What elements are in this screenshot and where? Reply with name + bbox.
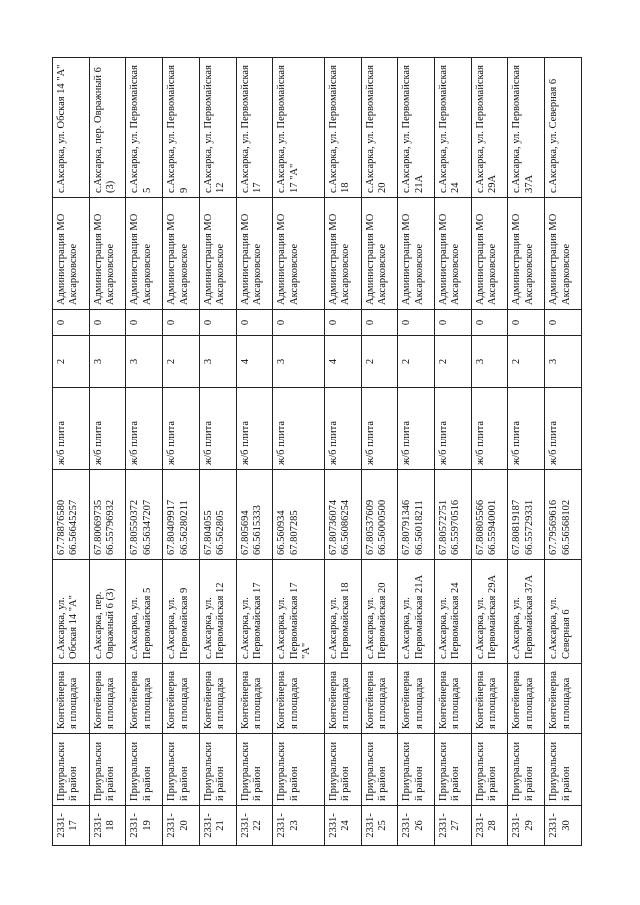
district-cell: Приуральский район	[273, 734, 325, 806]
site-type-cell: Контейнерная площадка	[324, 664, 361, 734]
extra-count-cell: 0	[508, 310, 545, 336]
table-row	[199, 58, 236, 846]
extra-count-cell: 0	[545, 310, 582, 336]
district-cell: Приуральский район	[236, 734, 273, 806]
container-count-cell: 3	[199, 336, 236, 388]
container-count-cell: 2	[434, 336, 471, 388]
address-cell: с.Аксарка, ул. Первомайская 20	[361, 560, 398, 664]
source-address-cell: с.Аксарка, ул. Первомайская 9	[163, 58, 200, 198]
extra-count-cell: 0	[361, 310, 398, 336]
row-id: 2331-27	[434, 806, 471, 846]
owner-cell: Администрация МО Аксарковское	[199, 198, 236, 310]
container-count-cell: 2	[361, 336, 398, 388]
site-type-cell: Контейнерная площадка	[163, 664, 200, 734]
coordinates-cell: 67.80736074 66.56086254	[324, 470, 361, 560]
owner-cell: Администрация МО Аксарковское	[471, 198, 508, 310]
site-type-cell: Контейнерная площадка	[53, 664, 90, 734]
source-address-cell: с.Аксарка, ул. Первомайская 17	[236, 58, 273, 198]
container-count-cell: 4	[236, 336, 273, 388]
cover-cell: ж/б плита	[508, 388, 545, 470]
extra-count-cell: 0	[273, 310, 325, 336]
district-cell: Приуральский район	[471, 734, 508, 806]
table-row	[508, 58, 545, 846]
owner-cell: Администрация МО Аксарковское	[273, 198, 325, 310]
district-cell: Приуральский район	[89, 734, 126, 806]
row-id: 2331-17	[53, 806, 90, 846]
source-address-cell: с.Аксарка, ул. Первомайская 18	[324, 58, 361, 198]
extra-count-cell: 0	[471, 310, 508, 336]
row-id: 2331-19	[126, 806, 163, 846]
address-cell: с.Аксарка, ул. Первомайская 24	[434, 560, 471, 664]
district-cell: Приуральский район	[53, 734, 90, 806]
source-address-cell: с.Аксарка, ул. Первомайская 21А	[398, 58, 435, 198]
address-cell: с.Аксарка, ул. Обская 14 "А"	[53, 560, 90, 664]
container-count-cell: 2	[398, 336, 435, 388]
address-cell: с.Аксарка, ул. Северная 6	[545, 560, 582, 664]
table-row	[361, 58, 398, 846]
source-address-cell: с.Аксарка, ул. Обская 14 "А"	[53, 58, 90, 198]
cover-cell: ж/б плита	[471, 388, 508, 470]
source-address-cell: с.Аксарка, ул. Северная 6	[545, 58, 582, 198]
source-address-cell: с.Аксарка, ул. Первомайская 17 "А"	[273, 58, 325, 198]
source-address-cell: с.Аксарка, ул. Первомайская 24	[434, 58, 471, 198]
district-cell: Приуральский район	[126, 734, 163, 806]
site-type-cell: Контейнерная площадка	[545, 664, 582, 734]
site-type-cell: Контейнерная площадка	[398, 664, 435, 734]
site-type-cell: Контейнерная площадка	[89, 664, 126, 734]
coordinates-cell: 67.80819187 66.55729331	[508, 470, 545, 560]
address-cell: с.Аксарка, ул. Первомайская 18	[324, 560, 361, 664]
table-row	[471, 58, 508, 846]
row-id: 2331-18	[89, 806, 126, 846]
district-cell: Приуральский район	[324, 734, 361, 806]
table-row	[273, 58, 325, 846]
district-cell: Приуральский район	[199, 734, 236, 806]
cover-cell: ж/б плита	[273, 388, 325, 470]
district-cell: Приуральский район	[545, 734, 582, 806]
extra-count-cell: 0	[199, 310, 236, 336]
container-count-cell: 3	[273, 336, 325, 388]
cover-cell: ж/б плита	[361, 388, 398, 470]
source-address-cell: с.Аксарка, пер. Овражный 6 (3)	[89, 58, 126, 198]
site-type-cell: Контейнерная площадка	[361, 664, 398, 734]
container-count-cell: 3	[545, 336, 582, 388]
owner-cell: Администрация МО Аксарковское	[163, 198, 200, 310]
table-row	[126, 58, 163, 846]
cover-cell: ж/б плита	[53, 388, 90, 470]
cover-cell: ж/б плита	[89, 388, 126, 470]
owner-cell: Администрация МО Аксарковское	[434, 198, 471, 310]
coordinates-cell: 67.80572751 66.55970516	[434, 470, 471, 560]
address-cell: с.Аксарка, ул. Первомайская 12	[199, 560, 236, 664]
extra-count-cell: 0	[89, 310, 126, 336]
site-type-cell: Контейнерная площадка	[199, 664, 236, 734]
cover-cell: ж/б плита	[434, 388, 471, 470]
coordinates-cell: 67.78876580 66.56645257	[53, 470, 90, 560]
coordinates-cell: 67.80791346 66.56018211	[398, 470, 435, 560]
coordinates-cell: 67.804055 66.562805	[199, 470, 236, 560]
district-cell: Приуральский район	[398, 734, 435, 806]
owner-cell: Администрация МО Аксарковское	[236, 198, 273, 310]
site-type-cell: Контейнерная площадка	[508, 664, 545, 734]
extra-count-cell: 0	[434, 310, 471, 336]
coordinates-cell: 67.80805566 66.55940001	[471, 470, 508, 560]
rotated-page	[52, 58, 582, 846]
address-cell: с.Аксарка, ул. Первомайская 21А	[398, 560, 435, 664]
district-cell: Приуральский район	[361, 734, 398, 806]
district-cell: Приуральский район	[163, 734, 200, 806]
address-cell: с.Аксарка, ул. Первомайская 9	[163, 560, 200, 664]
table-row	[236, 58, 273, 846]
container-count-cell: 2	[163, 336, 200, 388]
owner-cell: Администрация МО Аксарковское	[398, 198, 435, 310]
row-id: 2331-23	[273, 806, 325, 846]
owner-cell: Администрация МО Аксарковское	[89, 198, 126, 310]
cover-cell: ж/б плита	[126, 388, 163, 470]
district-cell: Приуральский район	[434, 734, 471, 806]
coordinates-cell: 67.80409917 66.56280211	[163, 470, 200, 560]
source-address-cell: с.Аксарка, ул. Первомайская 5	[126, 58, 163, 198]
coordinates-cell: 67.805694 66.5615333	[236, 470, 273, 560]
address-cell: с.Аксарка, ул. Первомайская 37А	[508, 560, 545, 664]
owner-cell: Администрация МО Аксарковское	[545, 198, 582, 310]
container-count-cell: 2	[53, 336, 90, 388]
extra-count-cell: 0	[163, 310, 200, 336]
owner-cell: Администрация МО Аксарковское	[324, 198, 361, 310]
row-id: 2331-26	[398, 806, 435, 846]
site-type-cell: Контейнерная площадка	[471, 664, 508, 734]
address-cell: с.Аксарка, ул. Первомайская 17	[236, 560, 273, 664]
table-row	[89, 58, 126, 846]
owner-cell: Администрация МО Аксарковское	[53, 198, 90, 310]
site-type-cell: Контейнерная площадка	[434, 664, 471, 734]
site-type-cell: Контейнерная площадка	[126, 664, 163, 734]
container-count-cell: 2	[508, 336, 545, 388]
address-cell: с.Аксарка, ул. Первомайская 5	[126, 560, 163, 664]
coordinates-cell: 66.560934 67.807285	[273, 470, 325, 560]
extra-count-cell: 0	[53, 310, 90, 336]
owner-cell: Администрация МО Аксарковское	[126, 198, 163, 310]
table-row	[398, 58, 435, 846]
source-address-cell: с.Аксарка, ул. Первомайская 12	[199, 58, 236, 198]
container-sites-table	[52, 57, 582, 846]
coordinates-cell: 67.80550372 66.56347207	[126, 470, 163, 560]
cover-cell: ж/б плита	[199, 388, 236, 470]
coordinates-cell: 67.80537609 66.56000500	[361, 470, 398, 560]
table-row	[434, 58, 471, 846]
address-cell: с.Аксарка, ул. Первомайская 17 "А"	[273, 560, 325, 664]
container-count-cell: 3	[126, 336, 163, 388]
owner-cell: Администрация МО Аксарковское	[361, 198, 398, 310]
row-id: 2331-30	[545, 806, 582, 846]
extra-count-cell: 0	[126, 310, 163, 336]
cover-cell: ж/б плита	[545, 388, 582, 470]
cover-cell: ж/б плита	[236, 388, 273, 470]
extra-count-cell: 0	[236, 310, 273, 336]
table-row	[545, 58, 582, 846]
row-id: 2331-20	[163, 806, 200, 846]
coordinates-cell: 67.80069735 66.55796932	[89, 470, 126, 560]
row-id: 2331-28	[471, 806, 508, 846]
row-id: 2331-29	[508, 806, 545, 846]
table-row	[324, 58, 361, 846]
owner-cell: Администрация МО Аксарковское	[508, 198, 545, 310]
cover-cell: ж/б плита	[398, 388, 435, 470]
source-address-cell: с.Аксарка, ул. Первомайская 37А	[508, 58, 545, 198]
address-cell: с.Аксарка, ул. Первомайская 29А	[471, 560, 508, 664]
row-id: 2331-24	[324, 806, 361, 846]
site-type-cell: Контейнерная площадка	[236, 664, 273, 734]
table-row	[163, 58, 200, 846]
table-row	[53, 58, 90, 846]
extra-count-cell: 0	[324, 310, 361, 336]
container-count-cell: 3	[89, 336, 126, 388]
source-address-cell: с.Аксарка, ул. Первомайская 20	[361, 58, 398, 198]
source-address-cell: с.Аксарка, ул. Первомайская 29А	[471, 58, 508, 198]
row-id: 2331-22	[236, 806, 273, 846]
cover-cell: ж/б плита	[163, 388, 200, 470]
extra-count-cell: 0	[398, 310, 435, 336]
coordinates-cell: 67.79569616 66.56568102	[545, 470, 582, 560]
container-count-cell: 4	[324, 336, 361, 388]
address-cell: с.Аксарка, пер. Оврaжный 6 (3)	[89, 560, 126, 664]
site-type-cell: Контейнерная площадка	[273, 664, 325, 734]
table-body	[53, 58, 582, 846]
row-id: 2331-25	[361, 806, 398, 846]
container-count-cell: 3	[471, 336, 508, 388]
row-id: 2331-21	[199, 806, 236, 846]
cover-cell: ж/б плита	[324, 388, 361, 470]
district-cell: Приуральский район	[508, 734, 545, 806]
